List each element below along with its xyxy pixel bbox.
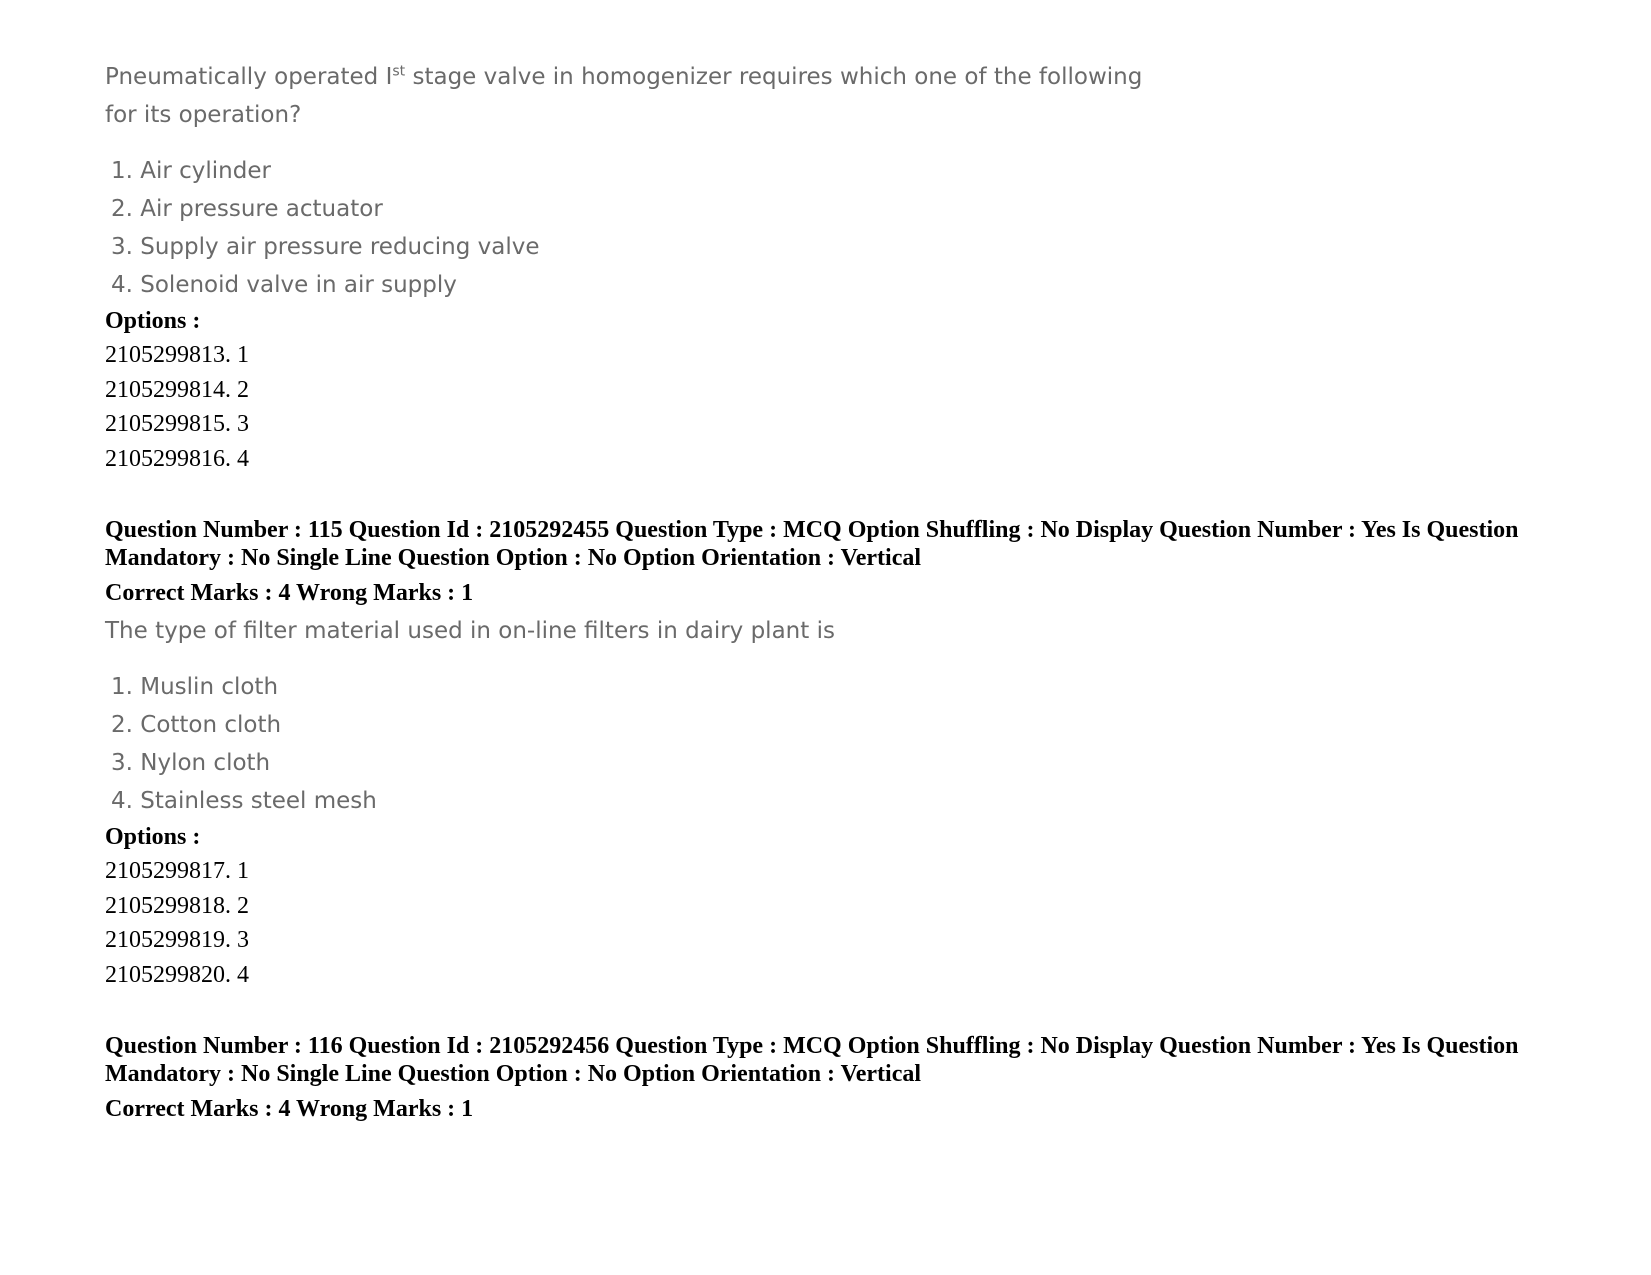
- question-text-part: stage valve in homogenizer requires which one of the following for its operation?: [105, 64, 1143, 128]
- option-id-item: 2105299816. 4: [105, 445, 249, 472]
- choice-list: [105, 668, 1565, 820]
- choice-list: [105, 152, 1565, 304]
- question-114-block: [105, 58, 1565, 476]
- question-marks: Correct Marks : 4 Wrong Marks : 1: [105, 1096, 474, 1122]
- question-text: The type of filter material used in on-line filters in dairy plant is: [105, 618, 835, 644]
- choice-item: 3. Supply air pressure reducing valve: [111, 234, 540, 260]
- option-id-item: 2105299818. 2: [105, 892, 249, 919]
- option-id-item: 2105299814. 2: [105, 376, 249, 403]
- option-id-item: 2105299819. 3: [105, 927, 249, 953]
- question-text-part: Pneumatically operated I: [105, 64, 393, 90]
- question-meta: Question Number : 115 Question Id : 2105292455 Question Type : MCQ Option Shuffling : No Display Question Number : Yes Is Question Mandatory : No Single Line Question Option : No Option Orientation : Vertical: [105, 517, 1519, 571]
- choice-item: 4. Stainless steel mesh: [111, 788, 377, 814]
- question-116-block: [105, 1032, 1565, 1126]
- question-meta: Question Number : 116 Question Id : 2105292456 Question Type : MCQ Option Shuffling : No Display Question Number : Yes Is Question Mandatory : No Single Line Question Option : No Option Orientation : Vertical: [105, 1033, 1519, 1087]
- superscript-st: st: [392, 63, 406, 80]
- question-text: [105, 58, 1165, 134]
- choice-item: 1. Muslin cloth: [111, 674, 279, 700]
- option-id-item: 2105299820. 4: [105, 961, 249, 988]
- options-label: Options :: [105, 824, 201, 850]
- options-label: Options :: [105, 308, 201, 334]
- choice-item: 4. Solenoid valve in air supply: [111, 272, 457, 298]
- choice-item: 2. Air pressure actuator: [111, 196, 383, 222]
- option-id-list: [105, 854, 1565, 992]
- option-id-item: 2105299817. 1: [105, 858, 249, 884]
- choice-item: 2. Cotton cloth: [111, 712, 282, 738]
- option-id-list: [105, 338, 1565, 476]
- question-marks: Correct Marks : 4 Wrong Marks : 1: [105, 580, 474, 606]
- option-id-item: 2105299813. 1: [105, 342, 249, 368]
- question-115-block: [105, 516, 1565, 992]
- choice-item: 3. Nylon cloth: [111, 750, 271, 776]
- option-id-item: 2105299815. 3: [105, 411, 249, 437]
- choice-item: 1. Air cylinder: [111, 158, 271, 184]
- document-page: [105, 58, 1565, 1126]
